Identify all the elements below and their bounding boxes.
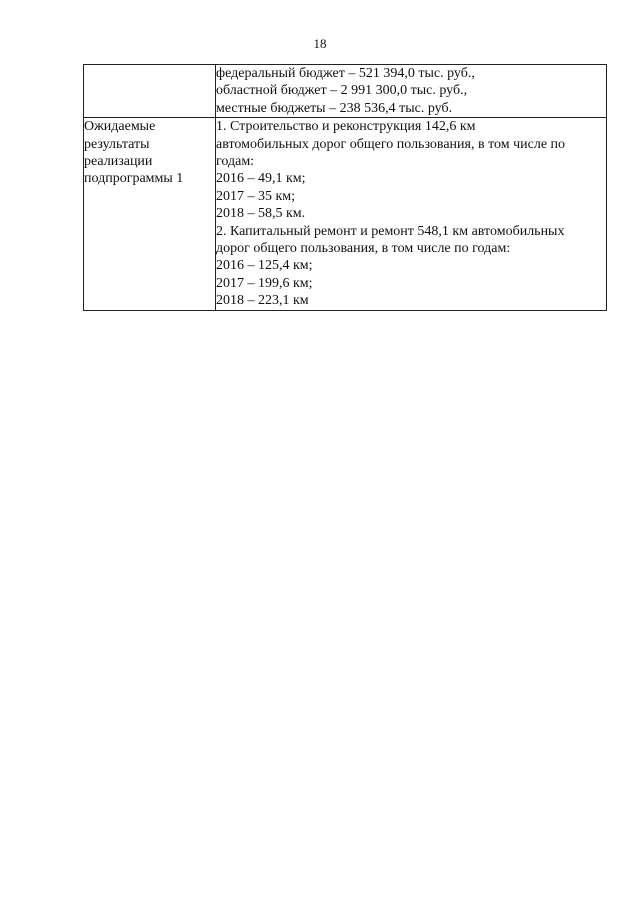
construction-heading-line: 1. Строительство и реконструкция 142,6 км — [216, 119, 476, 135]
construction-text-line: годам: — [216, 154, 255, 170]
construction-year-line: 2016 – 49,1 км; — [216, 171, 306, 187]
construction-year-line: 2018 – 58,5 км. — [216, 206, 306, 222]
funding-regional-line: областной бюджет – 2 991 300,0 тыс. руб., — [216, 83, 468, 99]
repair-year-line: 2016 – 125,4 км; — [216, 258, 313, 274]
table-row-funding — [84, 65, 607, 118]
funding-local-line: местные бюджеты – 238 536,4 тыс. руб. — [216, 100, 453, 116]
label-line: реализации — [84, 154, 153, 170]
funding-federal-line: федеральный бюджет – 521 394,0 тыс. руб., — [216, 66, 475, 81]
construction-text-line: автомобильных дорог общего пользования, в том числе по — [216, 136, 566, 152]
label-line: подпрограммы 1 — [84, 171, 184, 187]
funding-value-cell — [216, 65, 607, 118]
table-row-expected-results — [84, 118, 607, 310]
construction-year-line: 2017 – 35 км; — [216, 188, 296, 204]
repair-text-line: дорог общего пользования, в том числе по годам: — [216, 241, 511, 257]
subprogram-passport-table — [83, 64, 607, 311]
repair-year-line: 2018 – 223,1 км — [216, 293, 309, 309]
label-line: Ожидаемые — [84, 119, 156, 135]
funding-label-cell — [84, 65, 216, 118]
repair-year-line: 2017 – 199,6 км; — [216, 275, 313, 291]
expected-results-value-cell — [216, 118, 607, 310]
expected-results-label-cell — [84, 118, 216, 310]
page-number: 18 — [313, 36, 327, 51]
repair-heading-line: 2. Капитальный ремонт и ремонт 548,1 км автомобильных — [216, 223, 565, 239]
label-line: результаты — [84, 136, 150, 152]
